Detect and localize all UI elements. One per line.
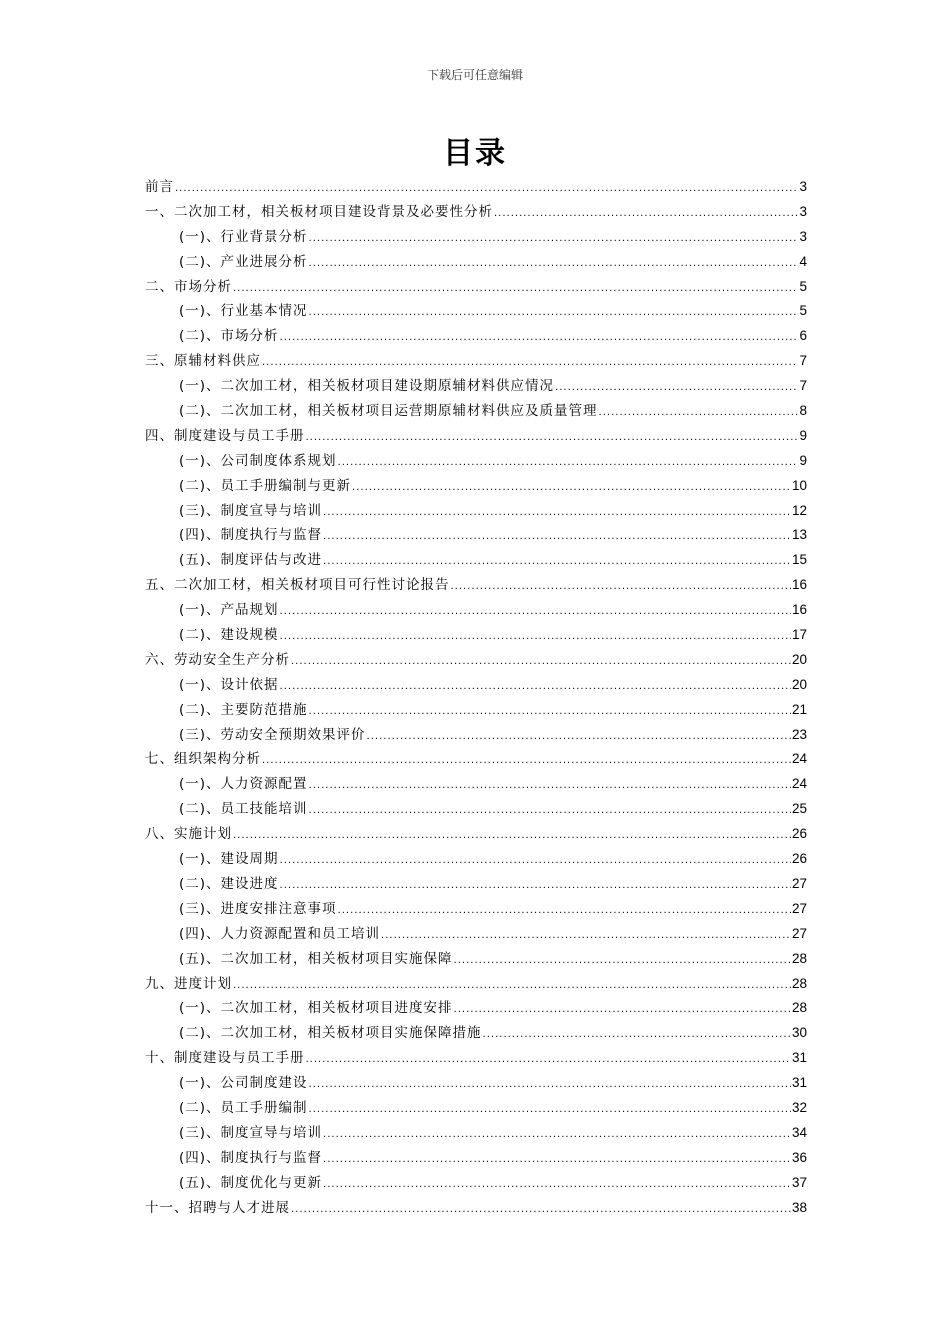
toc-entry-page: 27	[791, 925, 807, 941]
toc-entry[interactable]	[145, 424, 807, 449]
page-header: 下载后可任意编辑	[426, 68, 523, 82]
toc-entry-title: (二)、员工技能培训	[179, 801, 308, 818]
toc-dot-leader	[280, 880, 791, 891]
toc-entry[interactable]	[145, 623, 807, 648]
toc-dot-leader	[280, 332, 799, 343]
toc-entry[interactable]	[145, 449, 807, 474]
toc-dot-leader	[352, 482, 791, 493]
toc-entry-title: (三)、劳动安全预期效果评价	[179, 726, 366, 743]
toc-entry-title: (二)、建设规模	[179, 627, 279, 644]
toc-entry-title: (一)、二次加工材，相关板材项目建设期原辅材料供应情况	[179, 378, 555, 395]
toc-entry-page: 36	[791, 1149, 807, 1165]
toc-entry-title: (二)、二次加工材，相关板材项目实施保障措施	[179, 1025, 482, 1042]
toc-entry[interactable]	[145, 698, 807, 723]
toc-entry-page: 28	[791, 1000, 807, 1016]
toc-entry[interactable]	[145, 872, 807, 897]
toc-entry[interactable]	[145, 1196, 807, 1221]
toc-entry-title: (二)、二次加工材，相关板材项目运营期原辅材料供应及质量管理	[179, 403, 598, 420]
toc-entry-page: 3	[799, 179, 807, 194]
toc-dot-leader	[454, 1004, 791, 1015]
toc-entry-page: 24	[791, 751, 807, 767]
toc-entry-title: (二)、主要防范措施	[179, 701, 308, 718]
toc-entry[interactable]	[145, 474, 807, 499]
toc-entry-title: 九、进度计划	[145, 975, 232, 992]
toc-entry[interactable]	[145, 499, 807, 524]
page-title: 目录	[443, 136, 507, 171]
toc-entry-page: 20	[791, 651, 807, 667]
toc-entry[interactable]	[145, 573, 807, 598]
toc-entry[interactable]	[145, 324, 807, 349]
toc-dot-leader	[306, 1054, 791, 1065]
toc-entry-title: (二)、建设进度	[179, 875, 279, 892]
toc-entry[interactable]	[145, 772, 807, 797]
toc-entry-title: 八、实施计划	[145, 826, 232, 843]
toc-dot-leader	[175, 183, 798, 194]
toc-entry-title: (一)、公司制度建设	[179, 1075, 308, 1092]
toc-entry-title: 二、市场分析	[145, 278, 232, 295]
toc-entry-title: 一、二次加工材，相关板材项目建设背景及必要性分析	[145, 203, 493, 220]
toc-entry-title: (四)、人力资源配置和员工培训	[179, 925, 381, 942]
table-of-contents	[145, 175, 807, 1220]
toc-entry[interactable]	[145, 847, 807, 872]
toc-dot-leader	[309, 805, 791, 816]
toc-entry[interactable]	[145, 1146, 807, 1171]
toc-dot-leader	[483, 1029, 791, 1040]
toc-dot-leader	[309, 307, 799, 318]
toc-dot-leader	[323, 1179, 791, 1190]
toc-entry[interactable]	[145, 1046, 807, 1071]
toc-dot-leader	[338, 457, 799, 468]
toc-entry-page: 27	[791, 900, 807, 916]
toc-entry[interactable]	[145, 598, 807, 623]
toc-entry-page: 5	[799, 278, 807, 294]
toc-dot-leader	[323, 556, 791, 567]
toc-entry-page: 9	[799, 452, 807, 468]
toc-entry-page: 5	[799, 303, 807, 319]
toc-entry-page: 23	[791, 726, 807, 742]
toc-entry[interactable]	[145, 548, 807, 573]
toc-entry-title: (一)、二次加工材，相关板材项目进度安排	[179, 1000, 453, 1017]
toc-entry[interactable]	[145, 299, 807, 324]
toc-entry-title: 十一、招聘与人才进展	[145, 1199, 290, 1216]
toc-dot-leader	[309, 1079, 791, 1090]
toc-entry[interactable]	[145, 1121, 807, 1146]
toc-entry-page: 25	[791, 801, 807, 817]
toc-dot-leader	[309, 780, 791, 791]
toc-dot-leader	[323, 1129, 791, 1140]
toc-entry-title: (二)、产业进展分析	[179, 253, 308, 270]
toc-entry-page: 32	[791, 1099, 807, 1115]
toc-entry[interactable]	[145, 797, 807, 822]
toc-entry-page: 37	[791, 1174, 807, 1190]
toc-entry-page: 8	[799, 403, 807, 419]
toc-dot-leader	[291, 656, 791, 667]
toc-entry[interactable]	[145, 1096, 807, 1121]
toc-entry-title: (五)、二次加工材，相关板材项目实施保障	[179, 950, 453, 967]
toc-dot-leader	[367, 731, 791, 742]
toc-entry-page: 3	[799, 203, 807, 219]
toc-dot-leader	[309, 233, 799, 244]
toc-dot-leader	[309, 706, 791, 717]
toc-entry[interactable]	[145, 275, 807, 300]
toc-entry-title: (三)、制度宣导与培训	[179, 502, 323, 519]
toc-entry-title: (一)、建设周期	[179, 851, 279, 868]
toc-entry-page: 4	[799, 253, 807, 269]
toc-dot-leader	[309, 258, 799, 269]
toc-dot-leader	[233, 283, 798, 294]
toc-dot-leader	[555, 382, 798, 393]
toc-entry-title: (一)、行业背景分析	[179, 228, 308, 245]
toc-entry-title: (二)、市场分析	[179, 328, 279, 345]
toc-dot-leader	[280, 606, 791, 617]
toc-entry-page: 34	[791, 1124, 807, 1140]
toc-entry-page: 26	[791, 826, 807, 842]
toc-entry-title: (一)、产品规划	[179, 602, 279, 619]
toc-entry-page: 17	[791, 627, 807, 643]
toc-entry-title: (四)、制度执行与监督	[179, 527, 323, 544]
toc-entry[interactable]	[145, 972, 807, 997]
toc-entry[interactable]	[145, 200, 807, 225]
toc-entry-title: 六、劳动安全生产分析	[145, 651, 290, 668]
toc-entry-page: 31	[791, 1075, 807, 1091]
toc-entry-page: 13	[791, 527, 807, 543]
toc-entry-page: 26	[791, 851, 807, 867]
toc-entry-title: 四、制度建设与员工手册	[145, 427, 305, 444]
toc-entry-title: (一)、行业基本情况	[179, 303, 308, 320]
toc-entry-page: 27	[791, 875, 807, 891]
toc-entry-title: 前言	[145, 179, 174, 195]
toc-entry-page: 9	[799, 427, 807, 443]
toc-entry-page: 7	[799, 378, 807, 394]
toc-dot-leader	[280, 681, 791, 692]
toc-dot-leader	[323, 1154, 791, 1165]
toc-entry-page: 38	[791, 1199, 807, 1215]
toc-dot-leader	[338, 905, 791, 916]
toc-entry-page: 28	[791, 975, 807, 991]
toc-entry-page: 30	[791, 1025, 807, 1041]
toc-entry-title: (一)、设计依据	[179, 676, 279, 693]
toc-entry[interactable]	[145, 349, 807, 374]
toc-entry-page: 24	[791, 776, 807, 792]
toc-entry-title: (一)、公司制度体系规划	[179, 452, 337, 469]
toc-entry-page: 7	[799, 353, 807, 369]
toc-entry-title: (一)、人力资源配置	[179, 776, 308, 793]
toc-entry[interactable]	[145, 523, 807, 548]
toc-dot-leader	[323, 507, 791, 518]
toc-entry-title: (二)、员工手册编制	[179, 1099, 308, 1116]
toc-entry[interactable]	[145, 747, 807, 772]
toc-entry[interactable]	[145, 723, 807, 748]
toc-entry-page: 10	[791, 477, 807, 493]
toc-entry[interactable]	[145, 1021, 807, 1046]
toc-dot-leader	[309, 1104, 791, 1115]
toc-dot-leader	[454, 955, 791, 966]
toc-dot-leader	[291, 1204, 791, 1215]
toc-entry[interactable]	[145, 374, 807, 399]
toc-dot-leader	[306, 432, 799, 443]
toc-entry-title: (三)、制度宣导与培训	[179, 1124, 323, 1141]
toc-entry[interactable]	[145, 1171, 807, 1196]
toc-entry-page: 16	[791, 577, 807, 593]
toc-entry-title: (二)、员工手册编制与更新	[179, 477, 352, 494]
toc-entry[interactable]	[145, 225, 807, 250]
toc-entry[interactable]	[145, 996, 807, 1021]
toc-dot-leader	[323, 531, 791, 542]
toc-entry[interactable]	[145, 250, 807, 275]
toc-entry-title: 七、组织架构分析	[145, 751, 261, 768]
toc-entry-page: 20	[791, 676, 807, 692]
toc-dot-leader	[233, 830, 791, 841]
toc-entry-title: 五、二次加工材，相关板材项目可行性讨论报告	[145, 577, 450, 594]
toc-dot-leader	[494, 208, 798, 219]
toc-dot-leader	[233, 980, 791, 991]
toc-entry-page: 31	[791, 1050, 807, 1066]
toc-entry[interactable]	[145, 922, 807, 947]
toc-entry[interactable]	[145, 648, 807, 673]
toc-entry-title: 十、制度建设与员工手册	[145, 1050, 305, 1067]
toc-entry[interactable]	[145, 947, 807, 972]
toc-entry[interactable]	[145, 175, 807, 200]
toc-entry[interactable]	[145, 822, 807, 847]
toc-dot-leader	[451, 581, 791, 592]
toc-entry[interactable]	[145, 1071, 807, 1096]
toc-dot-leader	[599, 407, 799, 418]
toc-entry-page: 21	[791, 701, 807, 717]
toc-dot-leader	[262, 755, 791, 766]
toc-entry-page: 6	[799, 328, 807, 344]
toc-entry-page: 3	[799, 228, 807, 244]
toc-entry-title: (四)、制度执行与监督	[179, 1149, 323, 1166]
toc-entry[interactable]	[145, 399, 807, 424]
toc-dot-leader	[280, 855, 791, 866]
toc-entry-title: 三、原辅材料供应	[145, 353, 261, 370]
toc-dot-leader	[381, 930, 791, 941]
toc-entry-page: 12	[791, 502, 807, 518]
toc-entry[interactable]	[145, 673, 807, 698]
toc-entry-page: 16	[791, 602, 807, 618]
toc-entry[interactable]	[145, 897, 807, 922]
toc-entry-page: 28	[791, 950, 807, 966]
toc-entry-page: 15	[791, 552, 807, 568]
toc-dot-leader	[262, 357, 798, 368]
toc-entry-title: (五)、制度评估与改进	[179, 552, 323, 569]
toc-entry-title: (三)、进度安排注意事项	[179, 900, 337, 917]
toc-dot-leader	[280, 631, 791, 642]
toc-entry-title: (五)、制度优化与更新	[179, 1174, 323, 1191]
